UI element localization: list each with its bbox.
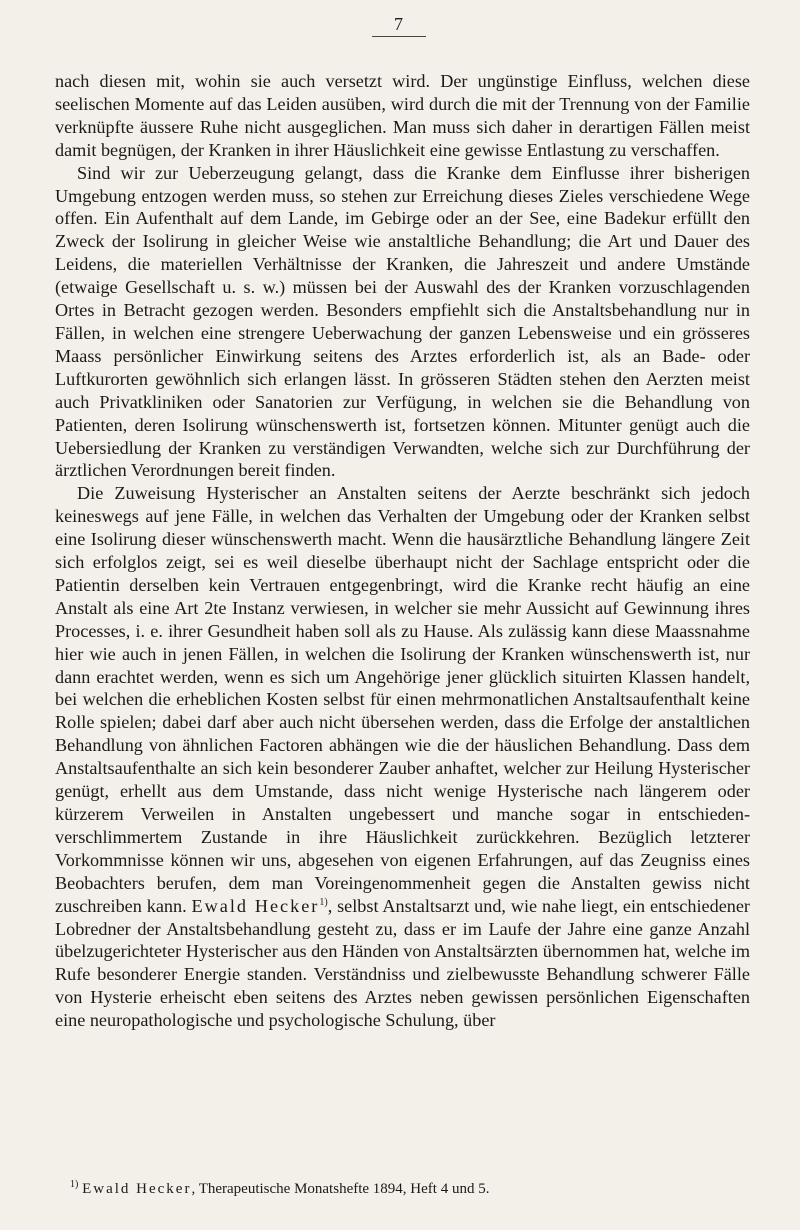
page-number: 7 [394,14,403,34]
footnote-mark: 1) [70,1179,79,1190]
header-rule [372,36,426,37]
paragraph-3-main: Die Zuweisung Hysterischer an Anstalten seitens der Aerzte beschränkt sich jedoch keineswegs auf jene Fälle, in welchen das Verhalten der Umgebung oder der Kranken selbst eine Isolirung dieser wünschenswerth macht. Wenn die hausärztliche Behandlung längere Zeit sich erfolglos zeigt, sei es weil dieselbe überhaupt nicht der Sachlage entspricht oder die Patientin derselben kein Vertrauen entgegenbringt, wird die Kranke recht häufig an eine Anstalt als eine Art 2te Instanz verwiesen, in welcher sie mehr Aussicht auf Gewinnung ihres Processes, i. e. ihrer Gesundheit haben soll als zu Hause. Als zulässig kann diese Maassnahme hier wie auch in jenen Fällen, in welchen die Isolirung der Kranken wünschenswerth ist, nur dann erachtet werden, wenn es sich um Angehörige jener glücklich situirten Klassen handelt, bei welchen die erheblichen Kosten selbst für einen mehrmonatlichen Anstaltsaufenthalt keine Rolle spielen; dabei darf aber auch nicht übersehen werden, dass die Erfolge der anstaltlichen Behandlung von ähnlichen Factoren abhängen wie die der häuslichen Behandlung. Dass dem Anstaltsaufenthalte an sich kein besonderer Zauber anhaftet, welcher zur Heilung Hysterischer genügt, erhellt aus dem Umstande, dass nicht wenige Hysterische nach längerem oder kürzerem Verweilen in Anstalten ungebessert und manche sogar in entschieden-verschlimmertem Zustande in ihre Häuslichkeit zurückkehren. Bezüglich letzterer Vorkommnisse können wir uns, abgesehen von eigenen Erfahrungen, auf das Zeugniss eines Beobachters berufen, dem man Voreingenommenheit gegen die Anstalten gewiss nicht zuschreiben kann. [55,483,750,916]
footnote-reference: 1) [319,896,328,908]
body-text [55,70,750,1032]
footnote [70,1180,750,1198]
paragraph-2: Sind wir zur Ueberzeugung gelangt, dass die Kranke dem Einflusse ihrer bisherigen Umgebung entzogen werden muss, so stehen zur Erreichung dieses Zieles verschiedene Wege offen. Ein Aufenthalt auf dem Lande, im Gebirge oder an der See, eine Badekur erfüllt den Zweck der Isolirung in gleicher Weise wie anstaltliche Behandlung; die Art und Dauer des Leidens, die materiellen Verhältnisse der Kranken, die Jahreszeit und andere Umstände (etwaige Gesellschaft u. s. w.) müssen bei der Auswahl des der Kranken vorzuschlagenden Ortes in Betracht gezogen werden. Besonders empfiehlt sich die Anstaltsbehandlung nur in Fällen, in welchen eine strengere Ueberwachung der ganzen Lebensweise und ein grösseres Maass persönlicher Einwirkung seitens des Arztes erforderlich ist, als an Bade- oder Luftkurorten gewöhnlich sich erlangen lässt. In grösseren Städten stehen den Aerzten meist auch Privatkliniken oder Sanatorien zur Verfügung, in welchen sie die Behandlung von Patienten, deren Isolirung wünschenswerth ist, fortsetzen können. Mitunter genügt auch die Uebersiedlung der Kranken zu verständigen Verwandten, welche sich zur Durchführung der ärztlichen Verordnungen bereit finden. [55,162,750,481]
paragraph-1: nach diesen mit, wohin sie auch versetzt wird. Der ungünstige Einfluss, welchen diese seelischen Momente auf das Leiden ausüben, wird durch die mit der Trennung von der Familie verknüpfte äussere Ruhe nicht ausgeglichen. Man muss sich daher in derartigen Fällen meist damit begnügen, der Kranken in ihrer Häuslichkeit eine gewisse Entlastung zu verschaffen. [55,71,750,160]
footnote-author: Ewald Hecker [82,1181,192,1197]
footnote-citation: , Therapeutische Monatshefte 1894, Heft 4 und 5. [191,1181,490,1197]
paragraph-3-tail: , selbst Anstaltsarzt und, wie nahe liegt, ein entschiedener Lobredner der Anstaltsbehandlung gesteht zu, dass er im Laufe der Jahre eine ganze Anzahl übelzugerichteter Hysterischer aus den Händen von Anstaltsärzten übernommen hat, welche im Rufe besonderer Energie standen. Verständniss und zielbewusste Behandlung schwerer Fälle von Hysterie erheischt eben seitens des Arztes neben gewissen persönlichen Eigenschaften eine neuropathologische und psychologische Schulung, über [55,895,750,1031]
cited-author: Ewald Hecker [191,895,320,916]
paragraph-3 [55,482,750,1032]
